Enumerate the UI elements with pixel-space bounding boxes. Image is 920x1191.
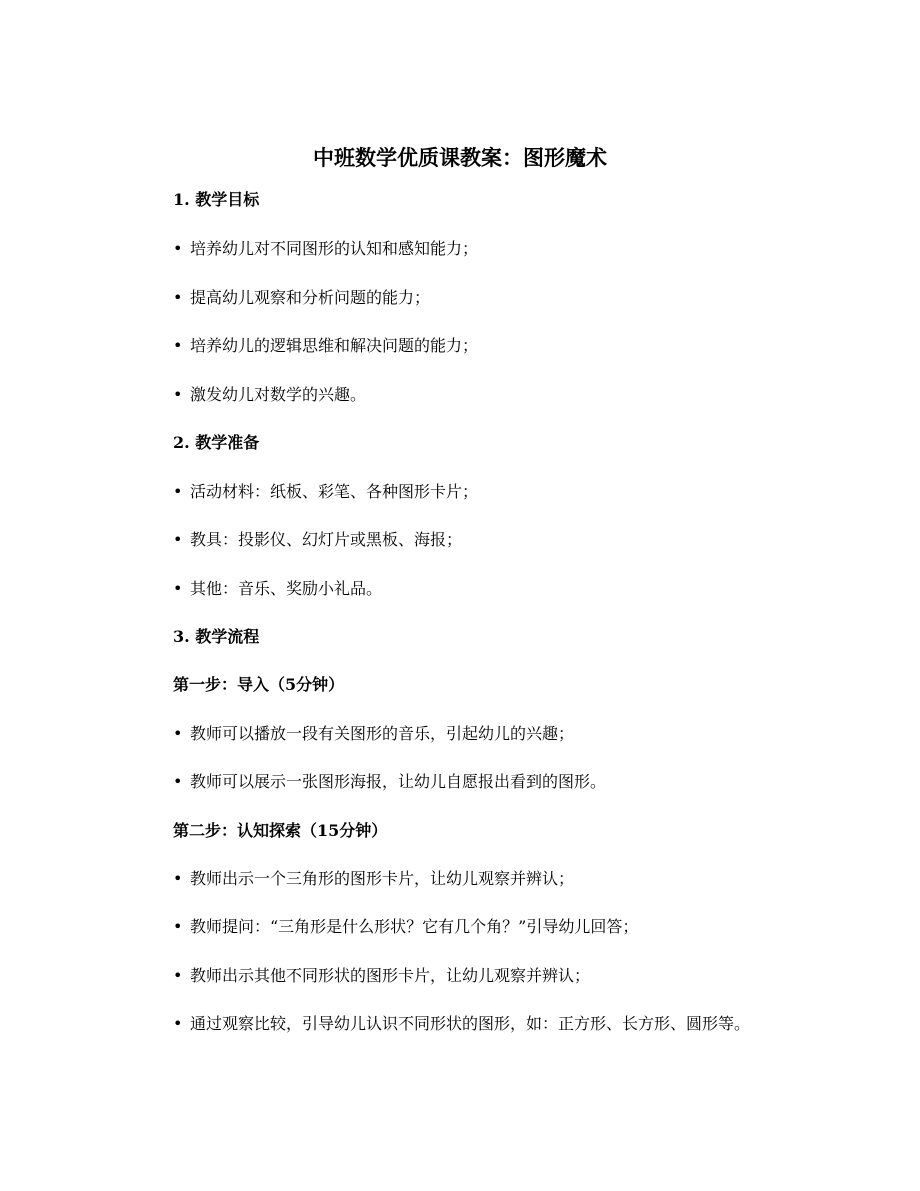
step-heading-cognitive-exploration: 第二步：认知探索（15分钟）: [173, 821, 388, 840]
list-item-text: 提高幼儿观察和分析问题的能力；: [190, 288, 431, 307]
bullet-icon: •: [173, 288, 183, 307]
bullet-icon: •: [173, 917, 183, 936]
list-item-text: 培养幼儿的逻辑思维和解决问题的能力；: [190, 336, 479, 355]
list-item: [173, 383, 366, 407]
list-item: [173, 286, 430, 310]
section-heading-teaching-process: 3. 教学流程: [173, 627, 260, 646]
section-heading-teaching-goals: 1. 教学目标: [173, 190, 260, 209]
list-item-text: 教师可以播放一段有关图形的音乐，引起幼儿的兴趣；: [190, 724, 575, 743]
list-item: [173, 915, 638, 939]
list-item: [173, 770, 606, 794]
bullet-icon: •: [173, 530, 183, 549]
list-item: [173, 480, 478, 504]
list-item: [173, 867, 574, 891]
list-item: [137, 1010, 787, 1038]
list-item-text: 活动材料：纸板、彩笔、各种图形卡片；: [190, 482, 479, 501]
list-item-text: 教师可以展示一张图形海报，让幼儿自愿报出看到的图形。: [190, 772, 607, 791]
list-item-text: 培养幼儿对不同图形的认知和感知能力；: [190, 239, 479, 258]
bullet-icon: •: [173, 966, 183, 985]
list-item: [173, 964, 590, 988]
list-item: [173, 577, 382, 601]
list-item-text: 教师出示一个三角形的图形卡片，让幼儿观察并辨认；: [190, 869, 575, 888]
list-item-text: 通过观察比较，引导幼儿认识不同形状的图形，如：正方形、长方形、圆形等。: [190, 1014, 751, 1033]
list-item: [173, 237, 478, 261]
bullet-icon: •: [173, 579, 183, 598]
document-title: 中班数学优质课教案：图形魔术: [313, 145, 607, 170]
section-heading-teaching-preparation: 2. 教学准备: [173, 433, 260, 452]
list-item: [173, 722, 574, 746]
bullet-icon: •: [173, 385, 183, 404]
list-item-text: 教师提问：“三角形是什么形状？它有几个角？”引导幼儿回答；: [190, 917, 639, 936]
bullet-icon: •: [173, 482, 183, 501]
list-item-text: 激发幼儿对数学的兴趣。: [190, 385, 367, 404]
bullet-icon: •: [173, 239, 183, 258]
list-item-text: 教师出示其他不同形状的图形卡片，让幼儿观察并辨认；: [190, 966, 591, 985]
bullet-icon: •: [173, 869, 183, 888]
bullet-icon: •: [173, 724, 183, 743]
step-heading-introduction: 第一步：导入（5分钟）: [173, 675, 345, 694]
bullet-icon: •: [173, 1014, 183, 1033]
list-item-text: 教具：投影仪、幻灯片或黑板、海报；: [190, 530, 463, 549]
bullet-icon: •: [173, 336, 183, 355]
list-item: [173, 334, 478, 358]
bullet-icon: •: [173, 772, 183, 791]
list-item: [173, 528, 462, 552]
list-item-text: 其他：音乐、奖励小礼品。: [190, 579, 383, 598]
